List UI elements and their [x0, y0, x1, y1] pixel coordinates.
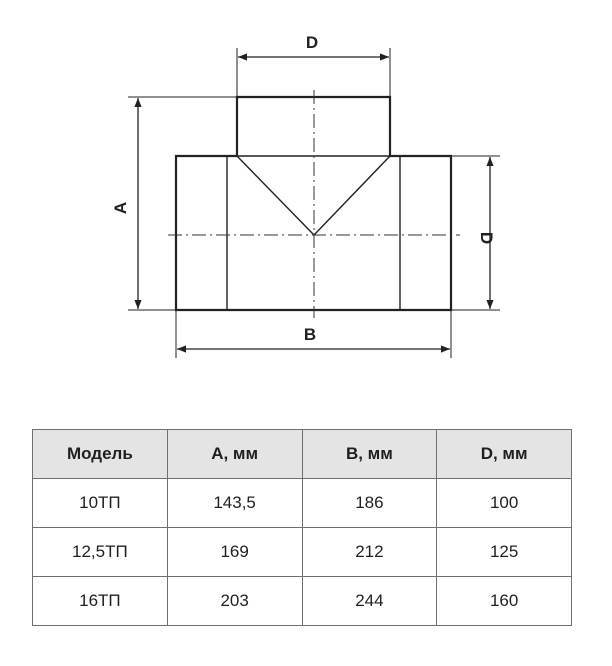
header-d: D, мм: [437, 430, 572, 479]
header-b: B, мм: [302, 430, 437, 479]
dimensions-table: [32, 429, 572, 626]
label-b: B: [303, 325, 317, 344]
tee-outline: [176, 97, 451, 310]
cell-model: 10ТП: [33, 479, 168, 528]
table-header-row: [33, 430, 572, 479]
cell-model: 16ТП: [33, 577, 168, 626]
table-row: [33, 479, 572, 528]
cell-d: 160: [437, 577, 572, 626]
label-d-side: D: [477, 231, 496, 245]
cell-d: 125: [437, 528, 572, 577]
header-model: Модель: [33, 430, 168, 479]
center-lines: [168, 90, 460, 318]
header-a: A, мм: [167, 430, 302, 479]
table-row: [33, 528, 572, 577]
cell-d: 100: [437, 479, 572, 528]
table-row: [33, 577, 572, 626]
label-d-top: D: [305, 33, 319, 52]
cell-a: 169: [167, 528, 302, 577]
cell-a: 203: [167, 577, 302, 626]
cell-b: 212: [302, 528, 437, 577]
cell-model: 12,5ТП: [33, 528, 168, 577]
label-a: A: [111, 201, 130, 215]
cell-b: 244: [302, 577, 437, 626]
cell-a: 143,5: [167, 479, 302, 528]
cell-b: 186: [302, 479, 437, 528]
